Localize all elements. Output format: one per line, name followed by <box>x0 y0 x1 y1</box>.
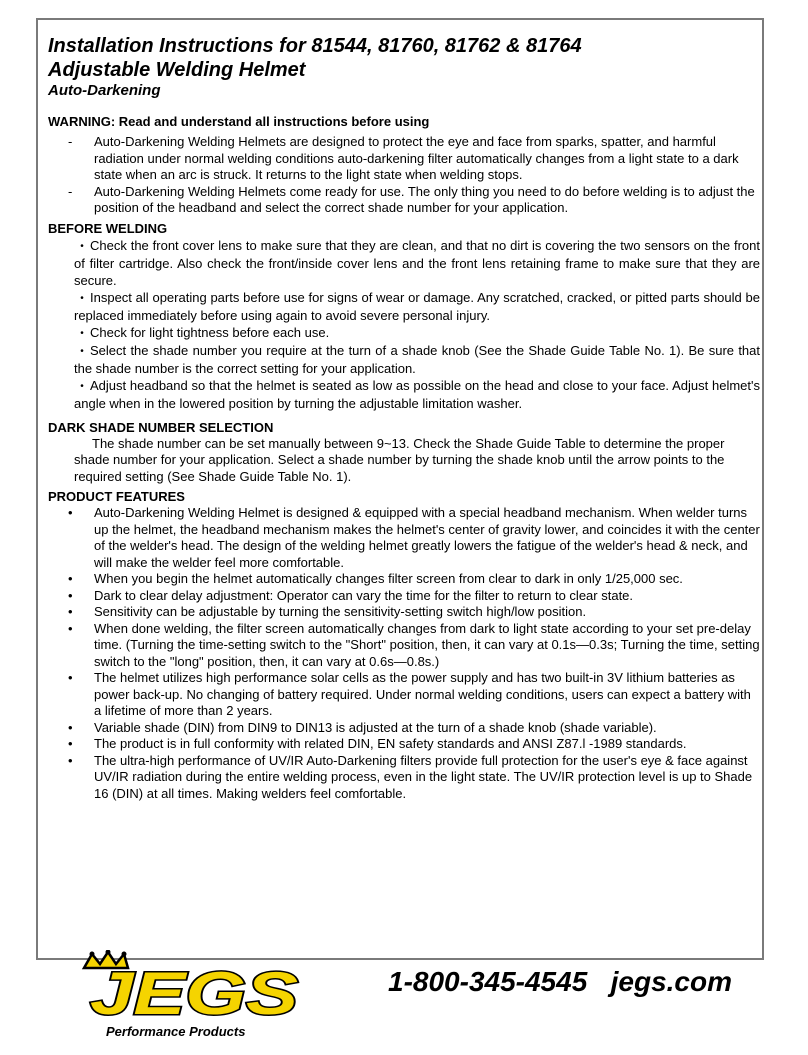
title-line-2: Adjustable Welding Helmet <box>48 59 306 81</box>
dark-shade-heading: DARK SHADE NUMBER SELECTION <box>48 419 274 435</box>
list-item-text: Dark to clear delay adjustment: Operator can vary the time for the filter to return to clear state. <box>94 587 634 603</box>
bullet-icon: • <box>80 380 84 392</box>
list-item <box>74 377 760 412</box>
list-item <box>48 588 760 605</box>
subtitle: Auto-Darkening <box>48 82 161 99</box>
list-item-text: Select the shade number you require at the turn of a shade knob (See the Shade Guide Table No. 1). Be sure that the shade number is the correct setting for your application. <box>74 342 760 376</box>
document-frame <box>36 18 764 960</box>
list-item-text: Auto-Darkening Welding Helmet is designed & equipped with a special headband mechanism. When welder turns up the helmet, the headband mechanism makes the helmet's center of gravity lower, and coincides it with the center of the welder's head. The design of the welding helmet greatly lowers the fatigue of the welder's head & neck, and will make the welder feel more comfortable. <box>94 505 760 570</box>
list-item <box>48 753 760 803</box>
list-item-text: Auto-Darkening Welding Helmets come ready for use. The only thing you need to do before welding is to adjust the position of the headband and select the correct shade number for your application. <box>94 183 755 215</box>
product-features-heading: PRODUCT FEATURES <box>48 489 185 504</box>
title-line-1: Installation Instructions for 81544, 81760, 81762 & 81764 <box>48 35 582 57</box>
dash-marker: - <box>68 134 73 149</box>
list-item-text: Check the front cover lens to make sure that they are clean, and that no dirt is covering the two sensors on the front of filter cartridge. Also check the front/inside cover lens and the front lens retaining frame to make sure that they are secure. <box>74 237 760 288</box>
list-item-text: The ultra-high performance of UV/IR Auto-Darkening filters provide full protection for the user's eye & face against UV/IR radiation during the entire welding process, even in the light state. The UV/IR protection level is up to Shade 16 (DIN) at all times. Making welders feel comfortable. <box>94 752 753 801</box>
bullet-icon: • <box>68 505 73 520</box>
list-item <box>74 324 760 342</box>
phone-number[interactable]: 1-800-345-4545 <box>388 966 588 997</box>
list-item <box>48 184 760 217</box>
list-item-text: The product is in full conformity with related DIN, EN safety standards and ANSI Z87.l -1989 standards. <box>94 736 687 751</box>
bullet-icon: • <box>80 345 84 357</box>
bullet-icon: • <box>68 719 73 735</box>
list-item-text: Sensitivity can be adjustable by turning the sensitivity-setting switch high/low position. <box>94 604 587 619</box>
list-item <box>74 237 760 289</box>
bullet-icon: • <box>80 240 84 252</box>
bullet-icon: • <box>68 752 73 768</box>
list-item <box>48 604 760 621</box>
jegs-logo <box>76 950 316 1042</box>
list-item-text: When you begin the helmet automatically changes filter screen from clear to dark in only 1/25,000 sec. <box>94 571 683 586</box>
list-item-text: Inspect all operating parts before use for signs of wear or damage. Any scratched, cracked, or pitted parts should be replaced immediately before using again to avoid severe personal injury. <box>74 289 760 323</box>
list-item-text: The helmet utilizes high performance solar cells as the power supply and has two built-in 3V lithium batteries as power back-up. No changing of battery required. Under normal welding conditions, users can expect a battery with a lifetime of more than 2 years. <box>94 670 751 718</box>
bullet-icon: • <box>80 292 84 304</box>
before-welding-heading: BEFORE WELDING <box>48 220 168 236</box>
bullet-icon: • <box>68 620 73 636</box>
list-item <box>48 505 760 571</box>
bullet-icon: • <box>68 571 73 586</box>
bullet-icon: • <box>68 587 73 603</box>
footer-contact <box>388 962 732 1002</box>
logo-wordmark: JEGS <box>90 960 298 1027</box>
list-item-text: Variable shade (DIN) from DIN9 to DIN13 is adjusted at the turn of a shade knob (shade variable). <box>94 719 657 735</box>
warning-list <box>48 134 760 217</box>
bullet-icon: • <box>68 736 73 751</box>
logo-tagline: Performance Products <box>106 1024 246 1039</box>
list-item <box>48 621 760 671</box>
bullet-icon: • <box>68 670 73 685</box>
product-features-list <box>48 505 760 802</box>
list-item <box>48 670 760 720</box>
list-item <box>48 134 760 184</box>
website-link[interactable]: jegs.com <box>610 966 733 997</box>
document-content <box>48 34 760 802</box>
bullet-icon: • <box>80 327 84 339</box>
dash-marker: - <box>68 183 73 199</box>
paragraph-text: The shade number can be set manually between 9~13. Check the Shade Guide Table to determine the proper shade number for your application. Select a shade number by turning the shade knob until the arrow points to the required setting (See Shade Guide Table No. 1). <box>74 435 725 484</box>
list-item <box>74 289 760 324</box>
before-welding-list <box>48 237 760 412</box>
list-item-text: Check for light tightness before each use. <box>90 324 330 340</box>
list-item-text: When done welding, the filter screen automatically changes from dark to light state according to your set pre-delay time. (Turning the time-setting switch to the "Short" position, then, it can vary at 0.1s—0.3s; Turning the time, setting switch to the "long" position, then, it can vary at 0.6s—0.8s.) <box>94 620 760 669</box>
list-item <box>74 342 760 377</box>
list-item <box>48 720 760 737</box>
list-item <box>48 571 760 588</box>
list-item-text: Adjust headband so that the helmet is seated as low as possible on the head and close to your face. Adjust helmet's angle when in the lowered position by turning the adjustable limitation washer. <box>74 377 760 411</box>
list-item-text: Auto-Darkening Welding Helmets are designed to protect the eye and face from sparks, spatter, and harmful radiation under normal welding conditions auto-darkening filter automatically changes from a light state to a dark state when an arc is struck. It returns to the light state when welding stops. <box>94 134 739 182</box>
dark-shade-paragraph <box>74 436 760 486</box>
warning-heading: WARNING: Read and understand all instructions before using <box>48 114 430 129</box>
list-item <box>48 736 760 753</box>
bullet-icon: • <box>68 604 73 619</box>
